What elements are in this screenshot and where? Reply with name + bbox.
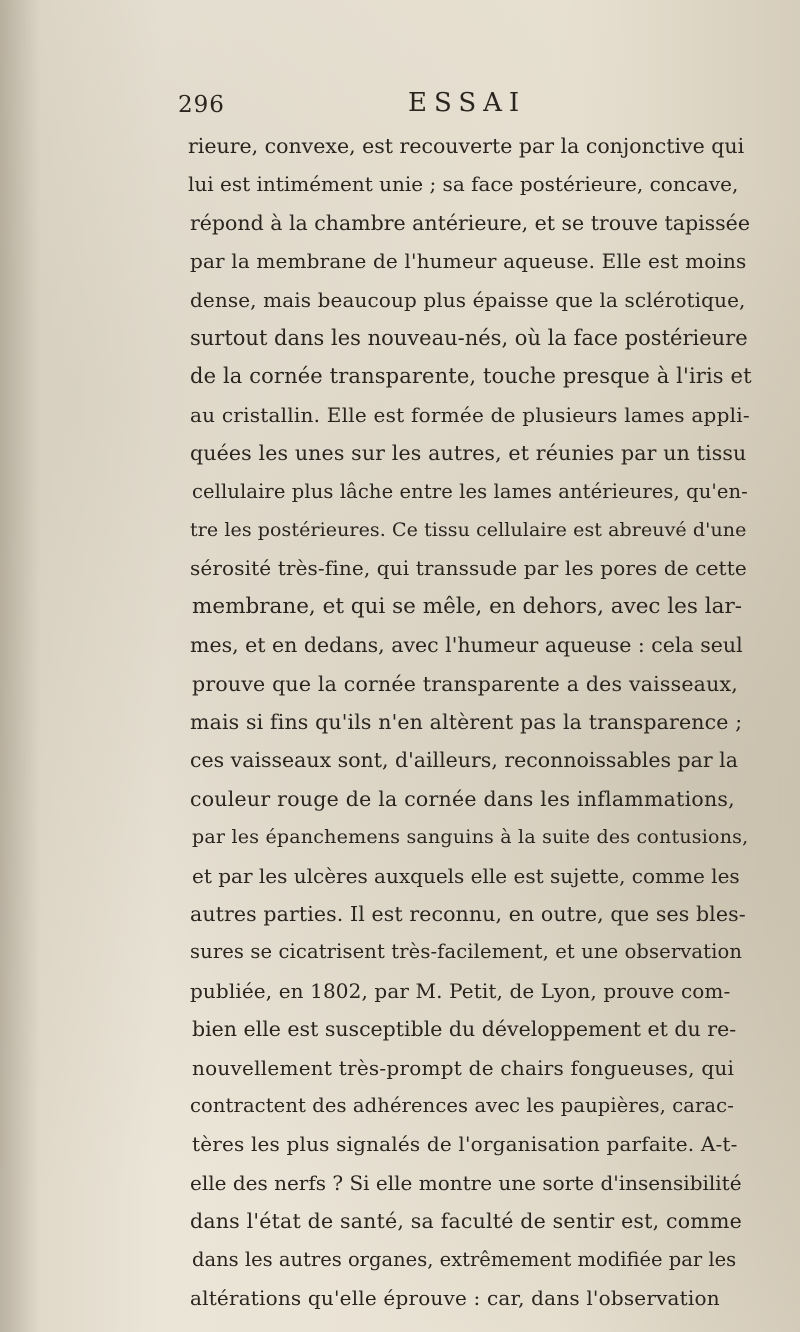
text-line: autres parties. Il est reconnu, en outre, que ses bles- (190, 902, 746, 926)
text-line: par la membrane de l'humeur aqueuse. Elle est moins (190, 249, 747, 274)
text-line: couleur rouge de la cornée dans les inflammations, (190, 786, 735, 811)
text-line: mes, et en dedans, avec l'humeur aqueuse : cela seul (190, 633, 743, 658)
text-line: nouvellement très-prompt de chairs fongueuses, qui (192, 1055, 735, 1080)
text-line: de la cornée transparente, touche presque à l'iris et (190, 364, 752, 389)
text-line: quées les unes sur les autres, et réunies par un tissu (190, 441, 747, 466)
page-header (178, 88, 738, 128)
text-line: et par les ulcères auxquels elle est sujette, comme les (192, 863, 740, 888)
text-line: lui est intimément unie ; sa face postérieure, concave, (188, 172, 739, 197)
text-line: répond à la chambre antérieure, et se trouve tapissée (190, 210, 750, 235)
body-text (0, 126, 800, 1326)
text-line: dans l'état de santé, sa faculté de sentir est, comme (190, 1209, 742, 1234)
text-line: sérosité très-fine, qui transsude par les pores de cette (190, 556, 747, 581)
text-line: elle des nerfs ? Si elle montre une sorte d'insensibilité (190, 1170, 742, 1195)
text-line: membrane, et qui se mêle, en dehors, avec les lar- (192, 593, 743, 619)
text-line: contractent des adhérences avec les paupières, carac- (190, 1094, 734, 1117)
text-line: surtout dans les nouveau-nés, où la face postérieure (190, 326, 748, 350)
text-line: sures se cicatrisent très-facilement, et une observation (190, 940, 743, 964)
text-line: bien elle est susceptible du développement et du re- (192, 1017, 737, 1042)
text-line: tre les postérieures. Ce tissu cellulaire est abreuvé d'une (190, 519, 747, 541)
text-line: prouve que la cornée transparente a des vaisseaux, (192, 671, 738, 696)
text-line: cellulaire plus lâche entre les lames antérieures, qu'en- (192, 479, 748, 503)
text-line: altérations qu'elle éprouve : car, dans l'observation (190, 1286, 720, 1310)
text-line: dense, mais beaucoup plus épaisse que la sclérotique, (190, 287, 746, 312)
text-line: publiée, en 1802, par M. Petit, de Lyon, prouve com- (190, 978, 731, 1003)
running-title: ESSAI (408, 88, 527, 118)
text-line: dans les autres organes, extrêmement modifiée par les (192, 1247, 737, 1271)
text-line: ces vaisseaux sont, d'ailleurs, reconnoissables par la (190, 748, 738, 773)
text-line: tères les plus signalés de l'organisation parfaite. A-t- (192, 1132, 738, 1157)
text-line: rieure, convexe, est recouverte par la conjonctive qui (188, 134, 745, 158)
text-line: par les épanchemens sanguins à la suite des contusions, (192, 826, 749, 849)
page-number: 296 (178, 92, 225, 118)
text-line: mais si fins qu'ils n'en altèrent pas la transparence ; (190, 710, 743, 734)
text-line: au cristallin. Elle est formée de plusieurs lames appli- (190, 402, 750, 427)
